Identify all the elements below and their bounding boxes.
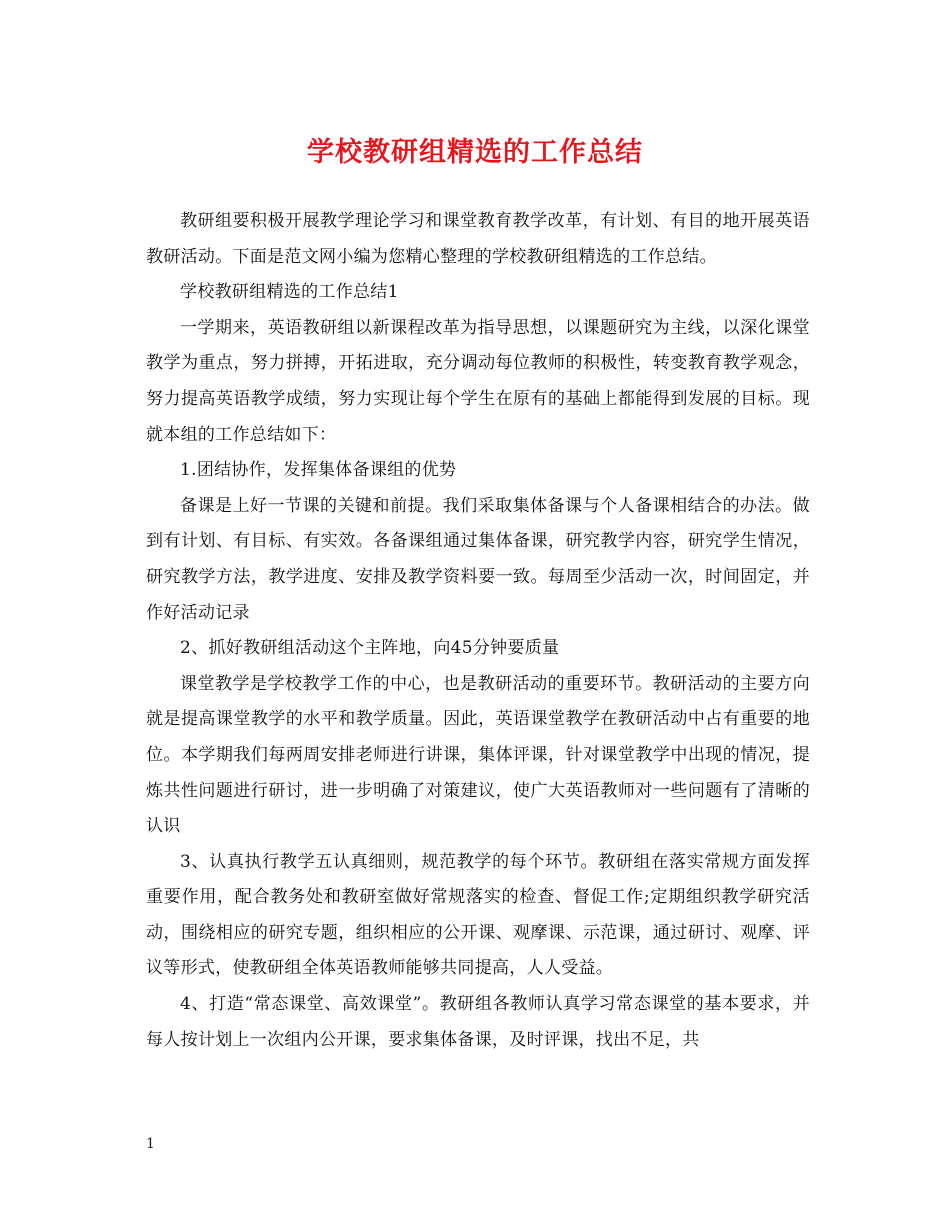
body-paragraph: 一学期来，英语教研组以新课程改革为指导思想，以课题研究为主线，以深化课堂教学为重点，努力拼搏，开拓进取，充分调动每位教师的积极性，转变教育教学观念，努力提高英语教学成绩，努力实现让每个学生在原有的基础上都能得到发展的目标。现就本组的工作总结如下：: [146, 317, 810, 445]
document-title: 学校教研组精选的工作总结: [307, 137, 643, 168]
body-paragraph: 课堂教学是学校教学工作的中心，也是教研活动的重要环节。教研活动的主要方向就是提高课堂教学的水平和教学质量。因此，英语课堂教学在教研活动中占有重要的地位。本学期我们每两周安排老师进行讲课，集体评课，针对课堂教学中出现的情况，提炼共性问题进行研讨，进一步明确了对策建议，使广大英语教师对一些问题有了清晰的认识: [146, 673, 810, 837]
intro-paragraph: 教研组要积极开展教学理论学习和课堂教育教学改革，有计划、有目的地开展英语教研活动。下面是范文网小编为您精心整理的学校教研组精选的工作总结。: [146, 211, 810, 267]
body-paragraph: 4、打造“常态课堂、高效课堂”。教研组各教师认真学习常态课堂的基本要求，并每人按计划上一次组内公开课，要求集体备课，及时评课，找出不足，共: [146, 994, 810, 1050]
body-paragraph: 3、认真执行教学五认真细则，规范教学的每个环节。教研组在落实常规方面发挥重要作用，配合教务处和教研室做好常规落实的检查、督促工作;定期组织教学研究活动，围绕相应的研究专题，组织相应的公开课、观摩课、示范课，通过研讨、观摩、评议等形式，使教研组全体英语教师能够共同提高，人人受益。: [146, 851, 810, 979]
subheading-2: 2、抓好教研组活动这个主阵地，向45分钟要质量: [180, 638, 560, 659]
section-heading: 学校教研组精选的工作总结1: [180, 282, 399, 303]
body-paragraph: 备课是上好一节课的关键和前提。我们采取集体备课与个人备课相结合的办法。做到有计划、有目标、有实效。各备课组通过集体备课，研究教学内容，研究学生情况，研究教学方法，教学进度、安排及教学资料要一致。每周至少活动一次，时间固定，并作好活动记录: [146, 495, 810, 623]
document-body: [146, 204, 810, 1058]
subheading-1: 1.团结协作，发挥集体备课组的优势: [180, 460, 457, 481]
page-number: 1: [146, 1136, 155, 1152]
